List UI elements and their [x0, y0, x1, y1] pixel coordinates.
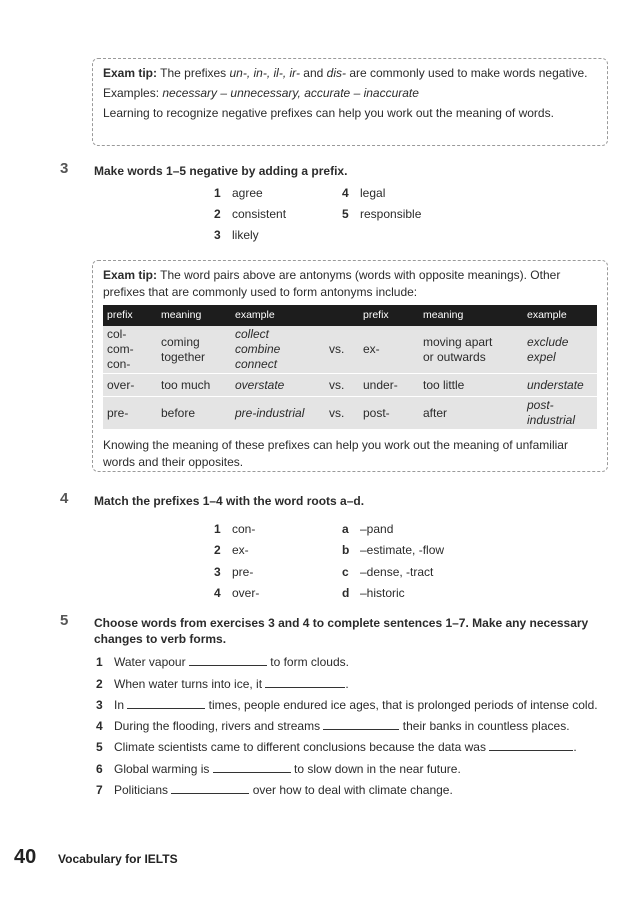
ex3-item: 1 agree [214, 186, 263, 200]
exercise-5-instruction-line-1: Choose words from exercises 3 and 4 to complete sentences 1–7. Make any necessary [94, 616, 589, 630]
cell-prefix: over- [103, 374, 157, 397]
cell-meaning: after [419, 397, 523, 430]
col-header: example [523, 305, 597, 326]
tip2-intro [103, 267, 597, 301]
sentence: 3 In times, people endured ice ages, that is prolonged periods of intense cold. [96, 698, 598, 712]
cell-meaning: before [157, 397, 231, 430]
exercise-5-instruction-line-2: changes to verb forms. [94, 632, 227, 646]
ex4-root-item: d –historic [342, 586, 405, 600]
answer-blank[interactable] [323, 719, 399, 730]
tip-prefixes: un-, in-, il-, ir- [229, 66, 300, 80]
answer-blank[interactable] [171, 783, 249, 794]
page-number: 40 [14, 846, 37, 868]
cell-vs: vs. [325, 374, 359, 397]
cell-meaning: too much [157, 374, 231, 397]
col-header: prefix [359, 305, 419, 326]
tip-prefix-dis: dis- [326, 66, 346, 80]
prefix-table [103, 305, 597, 429]
cell-prefix: pre- [103, 397, 157, 430]
ex3-item: 2 consistent [214, 207, 287, 221]
answer-blank[interactable] [127, 698, 205, 709]
answer-blank[interactable] [489, 740, 573, 751]
exercise-3-number: 3 [60, 160, 69, 177]
sentence: 1 Water vapour to form clouds. [96, 655, 349, 669]
cell-vs: vs. [325, 397, 359, 430]
book-title: Vocabulary for IELTS [58, 852, 178, 866]
col-header: example [231, 305, 325, 326]
exercise-4-instruction: Match the prefixes 1–4 with the word roots a–d. [94, 494, 365, 508]
ex4-prefix-item: 1 con- [214, 522, 256, 536]
sentence: 4 During the flooding, rivers and streams their banks in countless places. [96, 719, 570, 733]
tip-text: and [299, 66, 327, 80]
tip-label: Exam tip: [103, 268, 158, 282]
cell-vs: vs. [325, 326, 359, 374]
col-header [325, 305, 359, 326]
sentence: 2 When water turns into ice, it . [96, 677, 349, 691]
table-row [103, 326, 597, 374]
sentence: 7 Politicians over how to deal with climate change. [96, 783, 453, 797]
tip2-outro: Knowing the meaning of these prefixes can help you work out the meaning of unfamiliar words and their opposites. [103, 438, 568, 469]
answer-blank[interactable] [189, 655, 267, 666]
cell-example: exclude expel [523, 326, 597, 374]
cell-prefix: post- [359, 397, 419, 430]
cell-prefix: under- [359, 374, 419, 397]
tip-examples [103, 85, 597, 102]
sentence: 5 Climate scientists came to different conclusions because the data was . [96, 740, 577, 754]
tip-line-1 [103, 65, 597, 82]
cell-example: post-industrial [523, 397, 597, 430]
cell-meaning: moving apart or outwards [419, 326, 523, 374]
exercise-5-number: 5 [60, 612, 69, 629]
table-header-row [103, 305, 597, 326]
tip-text: The prefixes [157, 66, 230, 80]
examples-label: Examples: [103, 86, 163, 100]
ex4-prefix-item: 2 ex- [214, 543, 249, 557]
table-row [103, 374, 597, 397]
tip-text: The word pairs above are antonyms (words with opposite meanings). Other prefixes that are commonly used to form antonyms include: [103, 268, 561, 299]
col-header: meaning [419, 305, 523, 326]
tip-line-3: Learning to recognize negative prefixes can help you work out the meaning of words. [103, 106, 554, 120]
cell-example: pre-industrial [231, 397, 325, 430]
ex4-root-item: c –dense, -tract [342, 565, 434, 579]
ex3-item: 3 likely [214, 228, 259, 242]
cell-meaning: coming together [157, 326, 231, 374]
exam-tip-negative-prefixes [92, 58, 608, 146]
exam-tip-antonym-prefixes [92, 260, 608, 472]
ex4-prefix-item: 3 pre- [214, 565, 254, 579]
cell-example: understate [523, 374, 597, 397]
ex4-prefix-item: 4 over- [214, 586, 260, 600]
cell-prefix: ex- [359, 326, 419, 374]
cell-example: collect combine connect [231, 326, 325, 374]
cell-example: overstate [231, 374, 325, 397]
answer-blank[interactable] [213, 762, 291, 773]
exercise-4-number: 4 [60, 490, 69, 507]
tip-text: are commonly used to make words negative. [346, 66, 588, 80]
cell-prefix: col- com- con- [103, 326, 157, 374]
sentence: 6 Global warming is to slow down in the near future. [96, 762, 461, 776]
ex3-item: 5 responsible [342, 207, 422, 221]
ex4-root-item: a –pand [342, 522, 394, 536]
col-header: meaning [157, 305, 231, 326]
answer-blank[interactable] [265, 677, 345, 688]
table-row [103, 397, 597, 430]
ex3-item: 4 legal [342, 186, 386, 200]
ex4-root-item: b –estimate, -flow [342, 543, 445, 557]
examples-text: necessary – unnecessary, accurate – inaccurate [162, 86, 419, 100]
cell-meaning: too little [419, 374, 523, 397]
col-header: prefix [103, 305, 157, 326]
tip-label: Exam tip: [103, 66, 158, 80]
exercise-3-instruction: Make words 1–5 negative by adding a prefix. [94, 164, 348, 178]
